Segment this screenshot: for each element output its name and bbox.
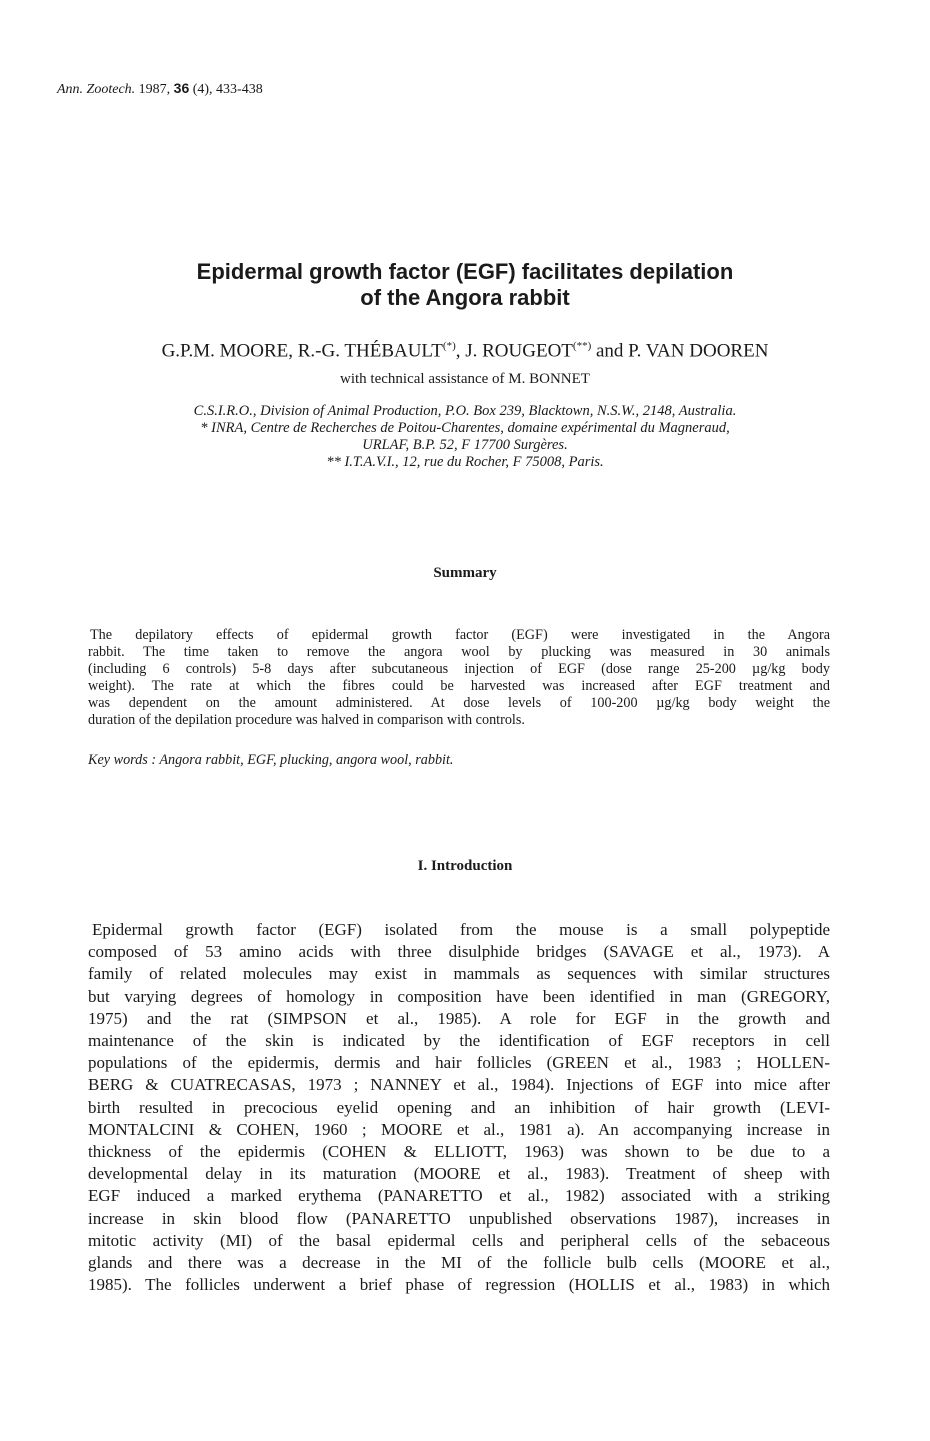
journal-name: Ann. Zootech. [57,82,136,97]
technical-assistance: with technical assistance of M. BONNET [340,371,590,387]
intro-line: BERG & CUATRECASAS, 1973 ; NANNEY et al., 1984). Injections of EGF into mice after [88,1075,830,1095]
intro-line: composed of 53 amino acids with three disulphide bridges (SAVAGE et al., 1973). A [88,942,830,962]
introduction-body [88,919,830,1296]
affiliations [40,403,890,471]
summary-line: weight). The rate at which the fibres could be harvested was increased after EGF treatment and [88,678,830,694]
intro-line: family of related molecules may exist in mammals as sequences with similar structures [88,964,830,984]
affiliation-line: ** I.T.A.V.I., 12, rue du Rocher, F 75008, Paris. [326,454,604,470]
intro-line: birth resulted in precocious eyelid opening and an inhibition of hair growth (LEVI- [88,1097,830,1117]
title-line-2: of the Angora rabbit [360,285,570,310]
introduction-heading: I. Introduction [417,858,513,874]
intro-line: 1975) and the rat (SIMPSON et al., 1985). A role for EGF in the growth and [88,1008,830,1028]
intro-line: thickness of the epidermis (COHEN & ELLIOTT, 1963) was shown to be due to a [88,1142,830,1162]
paper-title [60,259,870,311]
summary-heading: Summary [433,565,497,581]
journal-issue-pages: (4), 433-438 [192,82,263,97]
summary-line: (including 6 controls) 5-8 days after subcutaneous injection of EGF (dose range 25-200 µg/kg body [88,661,830,677]
author-segment-1: G.P.M. MOORE, R.-G. THÉBAULT [161,340,443,362]
summary-body [88,627,830,729]
affiliation-line: C.S.I.R.O., Division of Animal Production, P.O. Box 239, Blacktown, N.S.W., 2148, Australia. [193,403,737,419]
title-line-1: Epidermal growth factor (EGF) facilitates depilation [196,259,734,284]
author-segment-2: , J. ROUGEOT [455,340,573,362]
intro-line: populations of the epidermis, dermis and hair follicles (GREEN et al., 1983 ; HOLLEN- [88,1053,830,1073]
affil-marker-2: (**) [572,340,592,352]
intro-line: increase in skin blood flow (PANARETTO unpublished observations 1987), increases in [88,1208,830,1228]
journal-volume: 36 [173,80,190,96]
intro-line: 1985). The follicles underwent a brief phase of regression (HOLLIS et al., 1983) in which [88,1275,830,1295]
intro-line: MONTALCINI & COHEN, 1960 ; MOORE et al., 1981 a). An accompanying increase in [88,1119,830,1139]
intro-line: glands and there was a decrease in the MI of the follicle bulb cells (MOORE et al., [88,1253,830,1273]
summary-line: The depilatory effects of epidermal growth factor (EGF) were investigated in the Angora [90,627,830,643]
affiliation-line: * INRA, Centre de Recherches de Poitou-Charentes, domaine expérimental du Magneraud, [200,420,730,436]
intro-line: mitotic activity (MI) of the basal epidermal cells and peripheral cells of the sebaceous [88,1230,830,1250]
author-segment-3: and P. VAN DOOREN [591,340,769,362]
intro-line: but varying degrees of homology in composition have been identified in man (GREGORY, [88,986,830,1006]
journal-year: 1987, [138,82,171,97]
intro-line: EGF induced a marked erythema (PANARETTO et al., 1982) associated with a striking [88,1186,830,1206]
keywords: Key words : Angora rabbit, EGF, plucking, angora wool, rabbit. [88,752,454,768]
intro-line: developmental delay in its maturation (MOORE et al., 1983). Treatment of sheep with [88,1164,830,1184]
affiliation-line: URLAF, B.P. 52, F 17700 Surgères. [362,437,568,453]
summary-line: rabbit. The time taken to remove the angora wool by plucking was measured in 30 animals [88,644,830,660]
intro-line: maintenance of the skin is indicated by the identification of EGF receptors in cell [88,1031,830,1051]
summary-line: duration of the depilation procedure was halved in comparison with controls. [88,712,525,728]
intro-line: Epidermal growth factor (EGF) isolated from the mouse is a small polypeptide [92,920,830,939]
author-list [60,340,870,362]
summary-line: was dependent on the amount administered. At dose levels of 100-200 µg/kg body weight the [88,695,830,711]
journal-citation [57,80,263,98]
affil-marker-1: (*) [442,340,456,352]
